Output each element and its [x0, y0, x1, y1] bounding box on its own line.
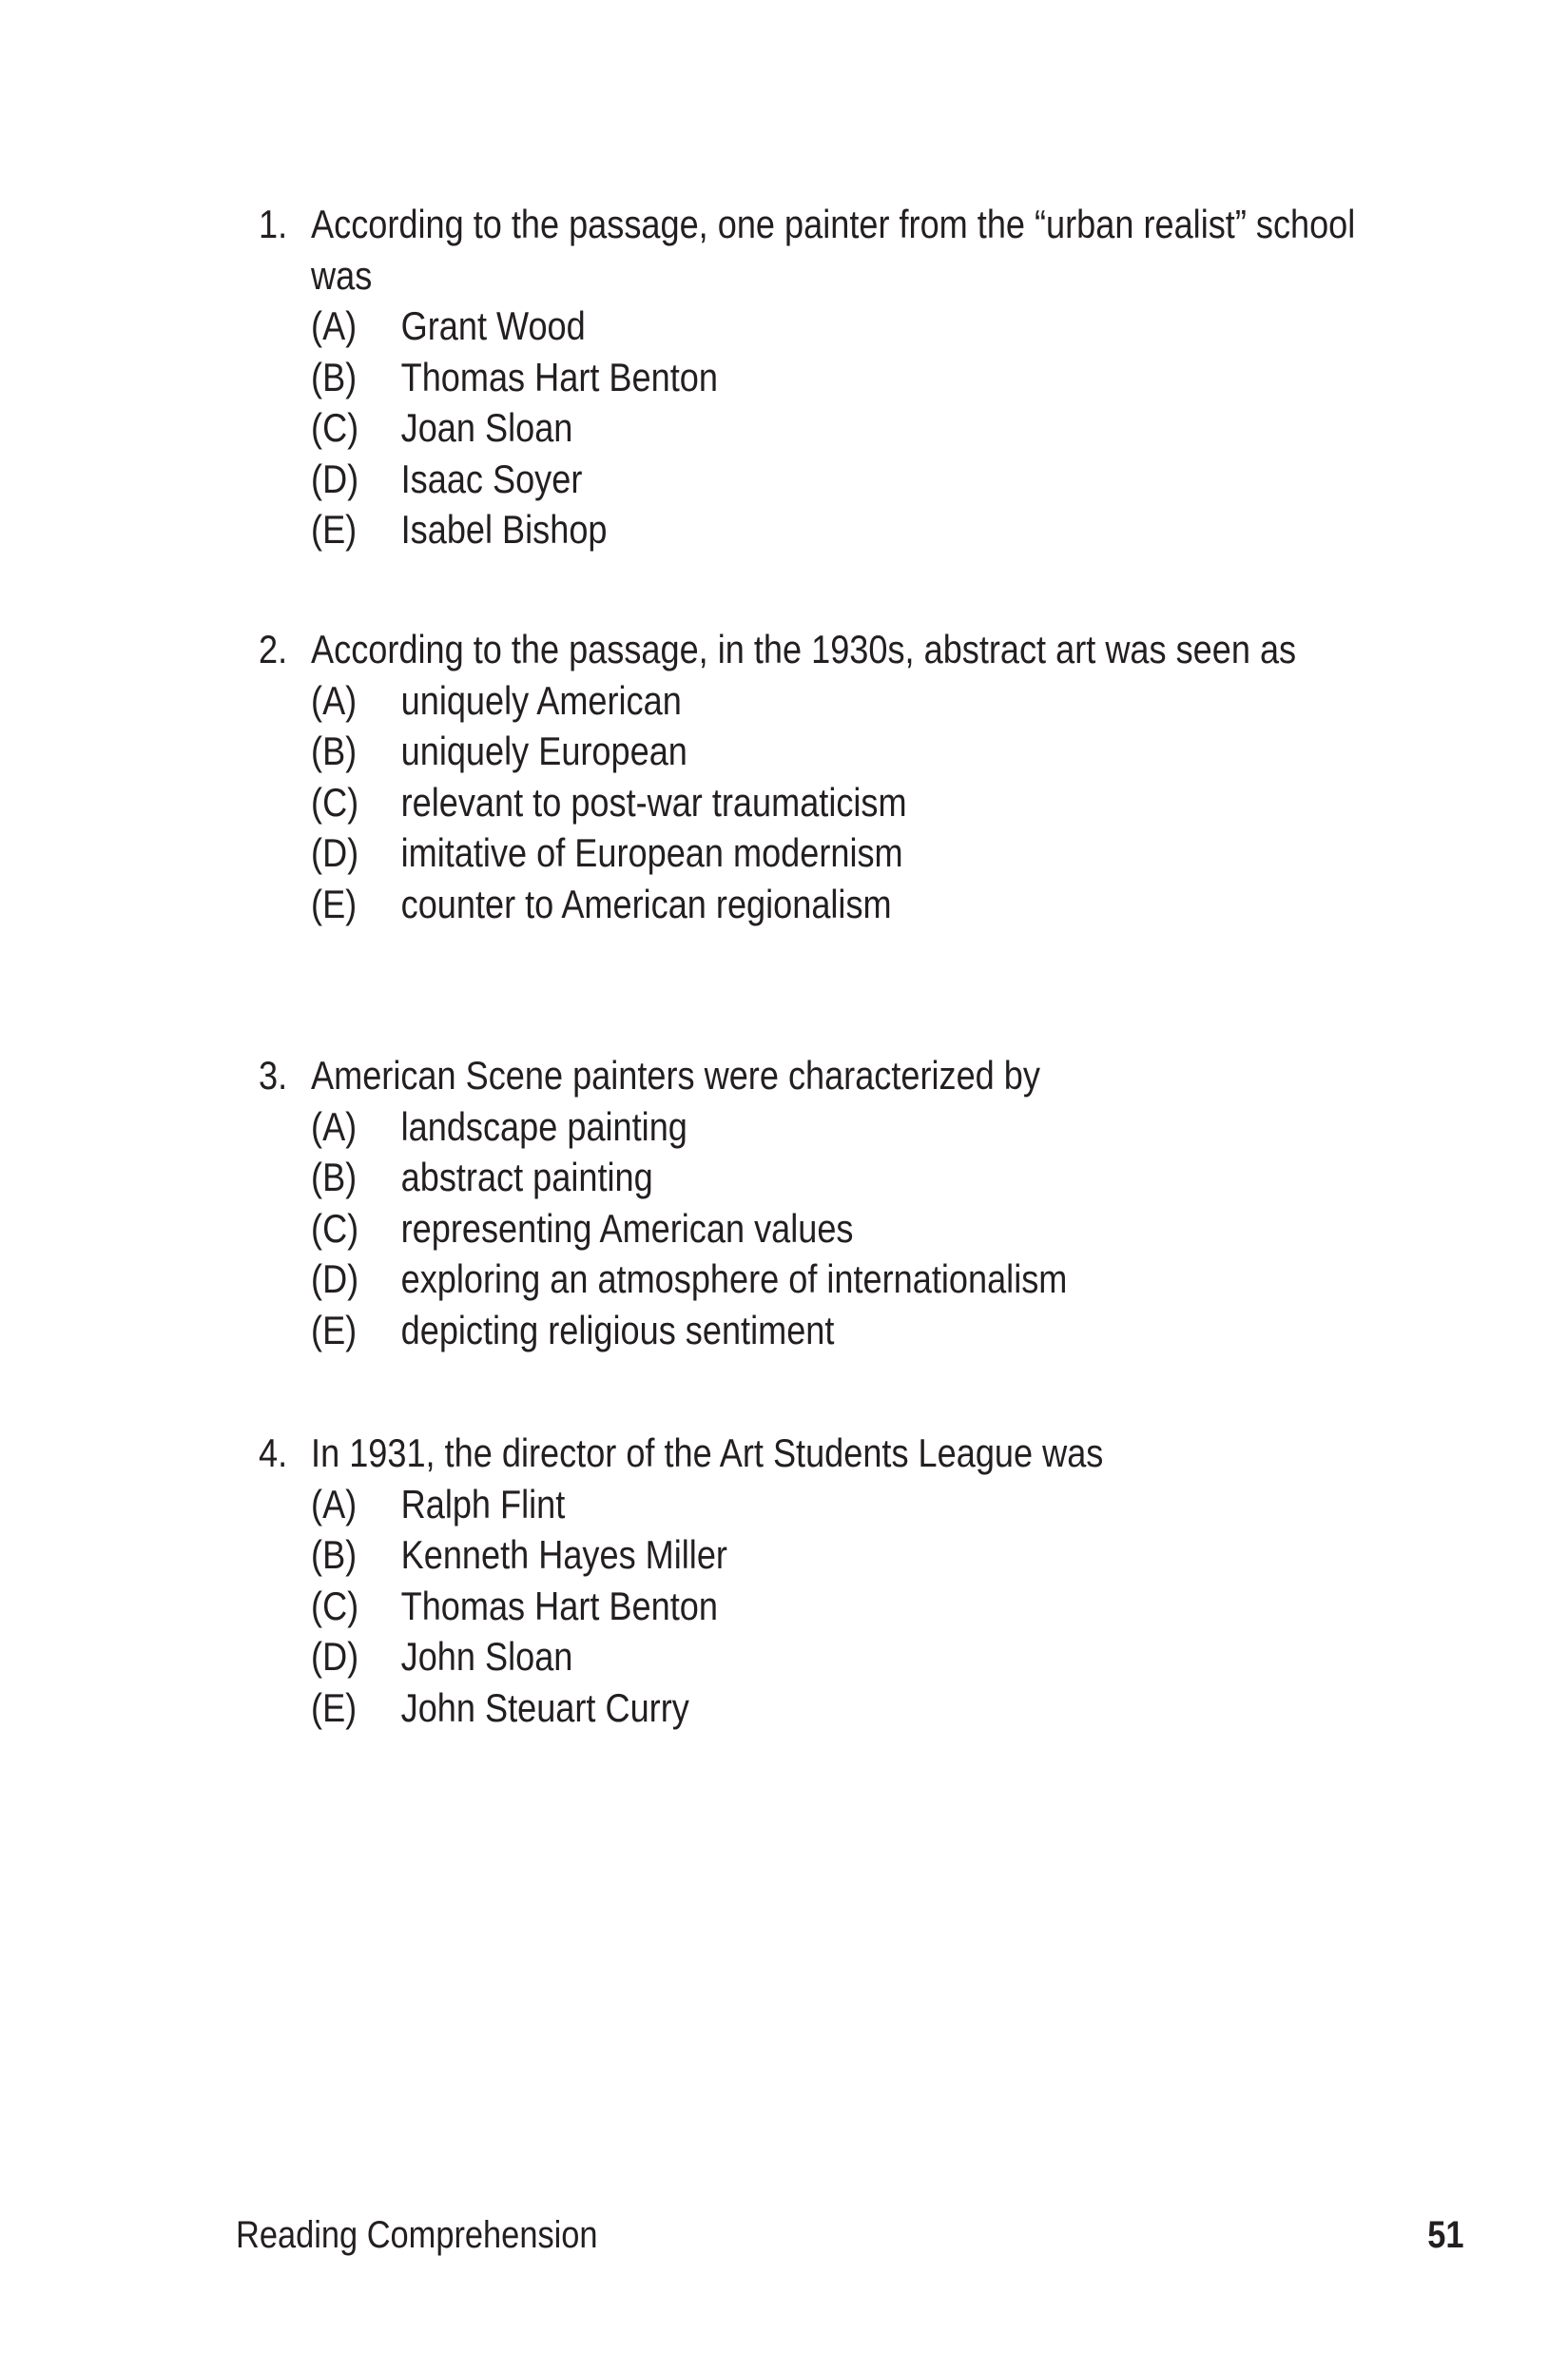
question-number: 4.: [259, 1430, 288, 1475]
question-stem: [259, 199, 1403, 301]
answer-option: [259, 1203, 1403, 1254]
option-letter: (A): [311, 1103, 358, 1149]
option-text: representing American values: [400, 1205, 854, 1251]
option-letter: (B): [311, 1155, 358, 1199]
option-text: uniquely European: [400, 729, 687, 773]
page-number: 51: [1426, 2214, 1463, 2256]
answer-option: [259, 301, 1403, 352]
question-number: 1.: [259, 202, 288, 246]
answer-option: [259, 1682, 1403, 1734]
option-letter: (A): [311, 303, 358, 348]
option-letter: (D): [311, 456, 359, 501]
question-3: [259, 1050, 1403, 1355]
option-letter: (A): [311, 1481, 358, 1527]
answer-option: [259, 352, 1403, 403]
option-text: exploring an atmosphere of internationalism: [400, 1256, 1068, 1301]
option-text: Kenneth Hayes Miller: [400, 1532, 727, 1577]
option-letter: (B): [311, 1532, 358, 1577]
answer-option: [259, 1254, 1403, 1305]
option-text: Grant Wood: [400, 303, 586, 348]
question-text: In 1931, the director of the Art Students League was: [311, 1430, 1104, 1475]
answer-option: [259, 1101, 1403, 1153]
question-number: 2.: [259, 627, 288, 671]
question-1: [259, 199, 1403, 555]
answer-option: [259, 726, 1403, 777]
option-text: Joan Sloan: [400, 405, 573, 450]
option-letter: (B): [311, 354, 358, 399]
option-text: Ralph Flint: [400, 1481, 566, 1527]
option-text: John Sloan: [400, 1634, 573, 1679]
option-letter: (C): [311, 1205, 359, 1251]
answer-option: [259, 675, 1403, 727]
option-letter: (E): [311, 881, 358, 926]
option-text: imitative of European modernism: [400, 830, 903, 875]
answer-option: [259, 504, 1403, 555]
option-letter: (C): [311, 779, 359, 825]
option-text: counter to American regionalism: [400, 881, 892, 926]
answer-option: [259, 1152, 1403, 1203]
option-text: Isabel Bishop: [400, 507, 608, 552]
question-text: According to the passage, in the 1930s, abstract art was seen as: [311, 627, 1297, 671]
answer-option: [259, 1529, 1403, 1581]
option-letter: (E): [311, 507, 358, 552]
question-number: 3.: [259, 1053, 288, 1098]
option-letter: (D): [311, 1256, 359, 1301]
question-4: [259, 1428, 1403, 1733]
option-text: John Steuart Curry: [400, 1684, 689, 1730]
answer-option: [259, 454, 1403, 505]
option-letter: (D): [311, 830, 359, 875]
option-letter: (E): [311, 1307, 358, 1352]
option-text: uniquely American: [400, 677, 682, 723]
option-text: Thomas Hart Benton: [400, 1583, 718, 1628]
option-text: depicting religious sentiment: [400, 1307, 835, 1352]
question-stem: [259, 1428, 1403, 1479]
option-letter: (A): [311, 677, 358, 723]
option-text: Isaac Soyer: [400, 456, 583, 501]
footer-section-title: Reading Comprehension: [236, 2214, 598, 2256]
option-text: landscape painting: [400, 1103, 687, 1149]
answer-option: [259, 827, 1403, 879]
answer-option: [259, 1631, 1403, 1682]
option-letter: (C): [311, 1583, 359, 1628]
question-stem: [259, 624, 1403, 675]
option-text: relevant to post-war traumaticism: [400, 779, 907, 825]
question-text: American Scene painters were characterized by: [311, 1053, 1040, 1098]
answer-option: [259, 777, 1403, 828]
question-2: [259, 624, 1403, 929]
option-text: Thomas Hart Benton: [400, 354, 718, 399]
question-stem: [259, 1050, 1403, 1101]
option-letter: (E): [311, 1684, 358, 1730]
option-letter: (B): [311, 729, 358, 773]
question-text: According to the passage, one painter from the “urban realist” school was: [311, 202, 1356, 298]
option-letter: (D): [311, 1634, 359, 1679]
answer-option: [259, 402, 1403, 454]
answer-option: [259, 1581, 1403, 1632]
option-letter: (C): [311, 405, 359, 450]
option-text: abstract painting: [400, 1155, 653, 1199]
answer-option: [259, 1305, 1403, 1356]
answer-option: [259, 879, 1403, 930]
answer-option: [259, 1479, 1403, 1530]
